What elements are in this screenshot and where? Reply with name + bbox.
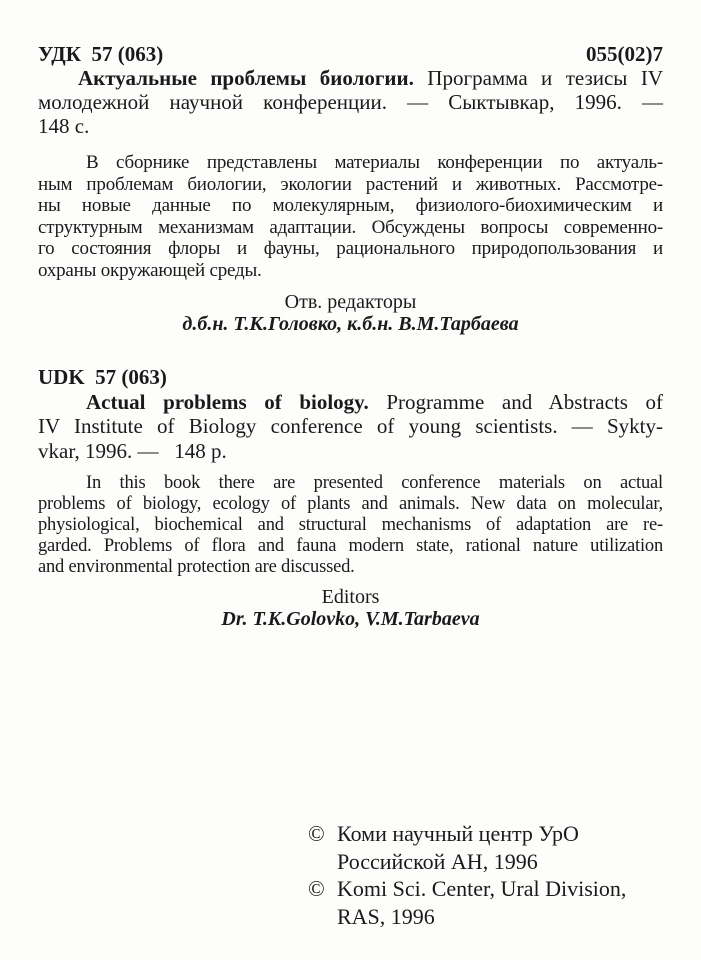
- udk-number-ru: УДК 57 (063): [38, 42, 164, 66]
- copyright-en-holder: Komi Sci. Center, Ural Division,: [337, 876, 627, 901]
- en-abstract-line: In this book there are presented conference materials on actual: [86, 473, 663, 493]
- ru-title-line: [38, 66, 663, 90]
- copyright-ru-line1: [308, 820, 663, 848]
- en-abstract-line: physiological, biochemical and structural mechanisms of adaptation are re-: [38, 515, 663, 535]
- ru-abstract-line: В сборнике представлены материалы конференции по актуаль-: [86, 152, 663, 173]
- ru-abstract-line: ным проблемам биологии, экологии растений и животных. Рассмотре-: [38, 173, 663, 195]
- ru-biblio-line3: молодежной научной конференции. — Сыктывкар, 1996. —: [38, 90, 663, 114]
- en-abstract: [38, 473, 663, 578]
- copyright-en-line2: RAS, 1996: [337, 903, 435, 929]
- copyright-block: [308, 820, 663, 930]
- copyright-symbol: ©: [308, 821, 325, 846]
- editors-names-ru: д.б.н. Т.К.Головко, к.б.н. В.М.Тарбаева: [182, 313, 519, 335]
- udk-code-line: [38, 42, 663, 66]
- en-biblio-pages: vkar, 1996. — 148 p.: [38, 438, 227, 463]
- ru-editors-block: [38, 291, 663, 335]
- ru-abstract: [38, 152, 663, 281]
- ru-abstract-line: ны новые данные по молекулярным, физиолого-биохимическим и: [38, 195, 663, 216]
- editors-heading-ru: Отв. редакторы: [284, 291, 417, 313]
- editors-heading-en: Editors: [321, 586, 380, 608]
- catalog-code: 055(02)7: [586, 42, 663, 66]
- en-biblio-line3: IV Institute of Biology conference of young scientists. — Sykty-: [38, 414, 663, 438]
- ru-abstract-line: го состояния флоры и фауны, рационального природопользования и: [38, 238, 663, 259]
- ru-title-bold: Актуальные проблемы биологии.: [78, 66, 414, 90]
- en-abstract-line: and environmental protection are discussed.: [38, 557, 355, 577]
- ru-abstract-line: охраны окружающей среды.: [38, 259, 262, 281]
- en-biblio-block: [38, 365, 663, 463]
- ru-abstract-line: структурным механизмам адаптации. Обсуждены вопросы современно-: [38, 216, 663, 238]
- udk-number-en: [38, 365, 663, 390]
- en-title-line: [38, 390, 663, 415]
- copyright-ru-holder: Коми научный центр УрО: [337, 821, 579, 846]
- copyright-en-line1: [308, 875, 663, 903]
- en-title-bold: Actual problems of biology.: [86, 389, 369, 414]
- udk-number-en-text: UDK 57 (063): [38, 365, 167, 389]
- en-editors-block: [38, 586, 663, 630]
- editors-names-en: Dr. T.K.Golovko, V.M.Tarbaeva: [221, 608, 480, 630]
- copyright-ru-line2: Российской АН, 1996: [337, 848, 538, 874]
- ru-biblio-block: [38, 42, 663, 138]
- ru-biblio-pages: 148 с.: [38, 114, 90, 138]
- copyright-symbol: ©: [308, 876, 325, 901]
- en-abstract-line: garded. Problems of flora and fauna modern state, rational nature utilization: [38, 536, 663, 556]
- ru-title-rest: Программа и тезисы IV: [413, 66, 663, 90]
- en-title-rest: Programme and Abstracts of: [368, 389, 663, 414]
- en-abstract-line: problems of biology, ecology of plants and animals. New data on molecular,: [38, 494, 663, 514]
